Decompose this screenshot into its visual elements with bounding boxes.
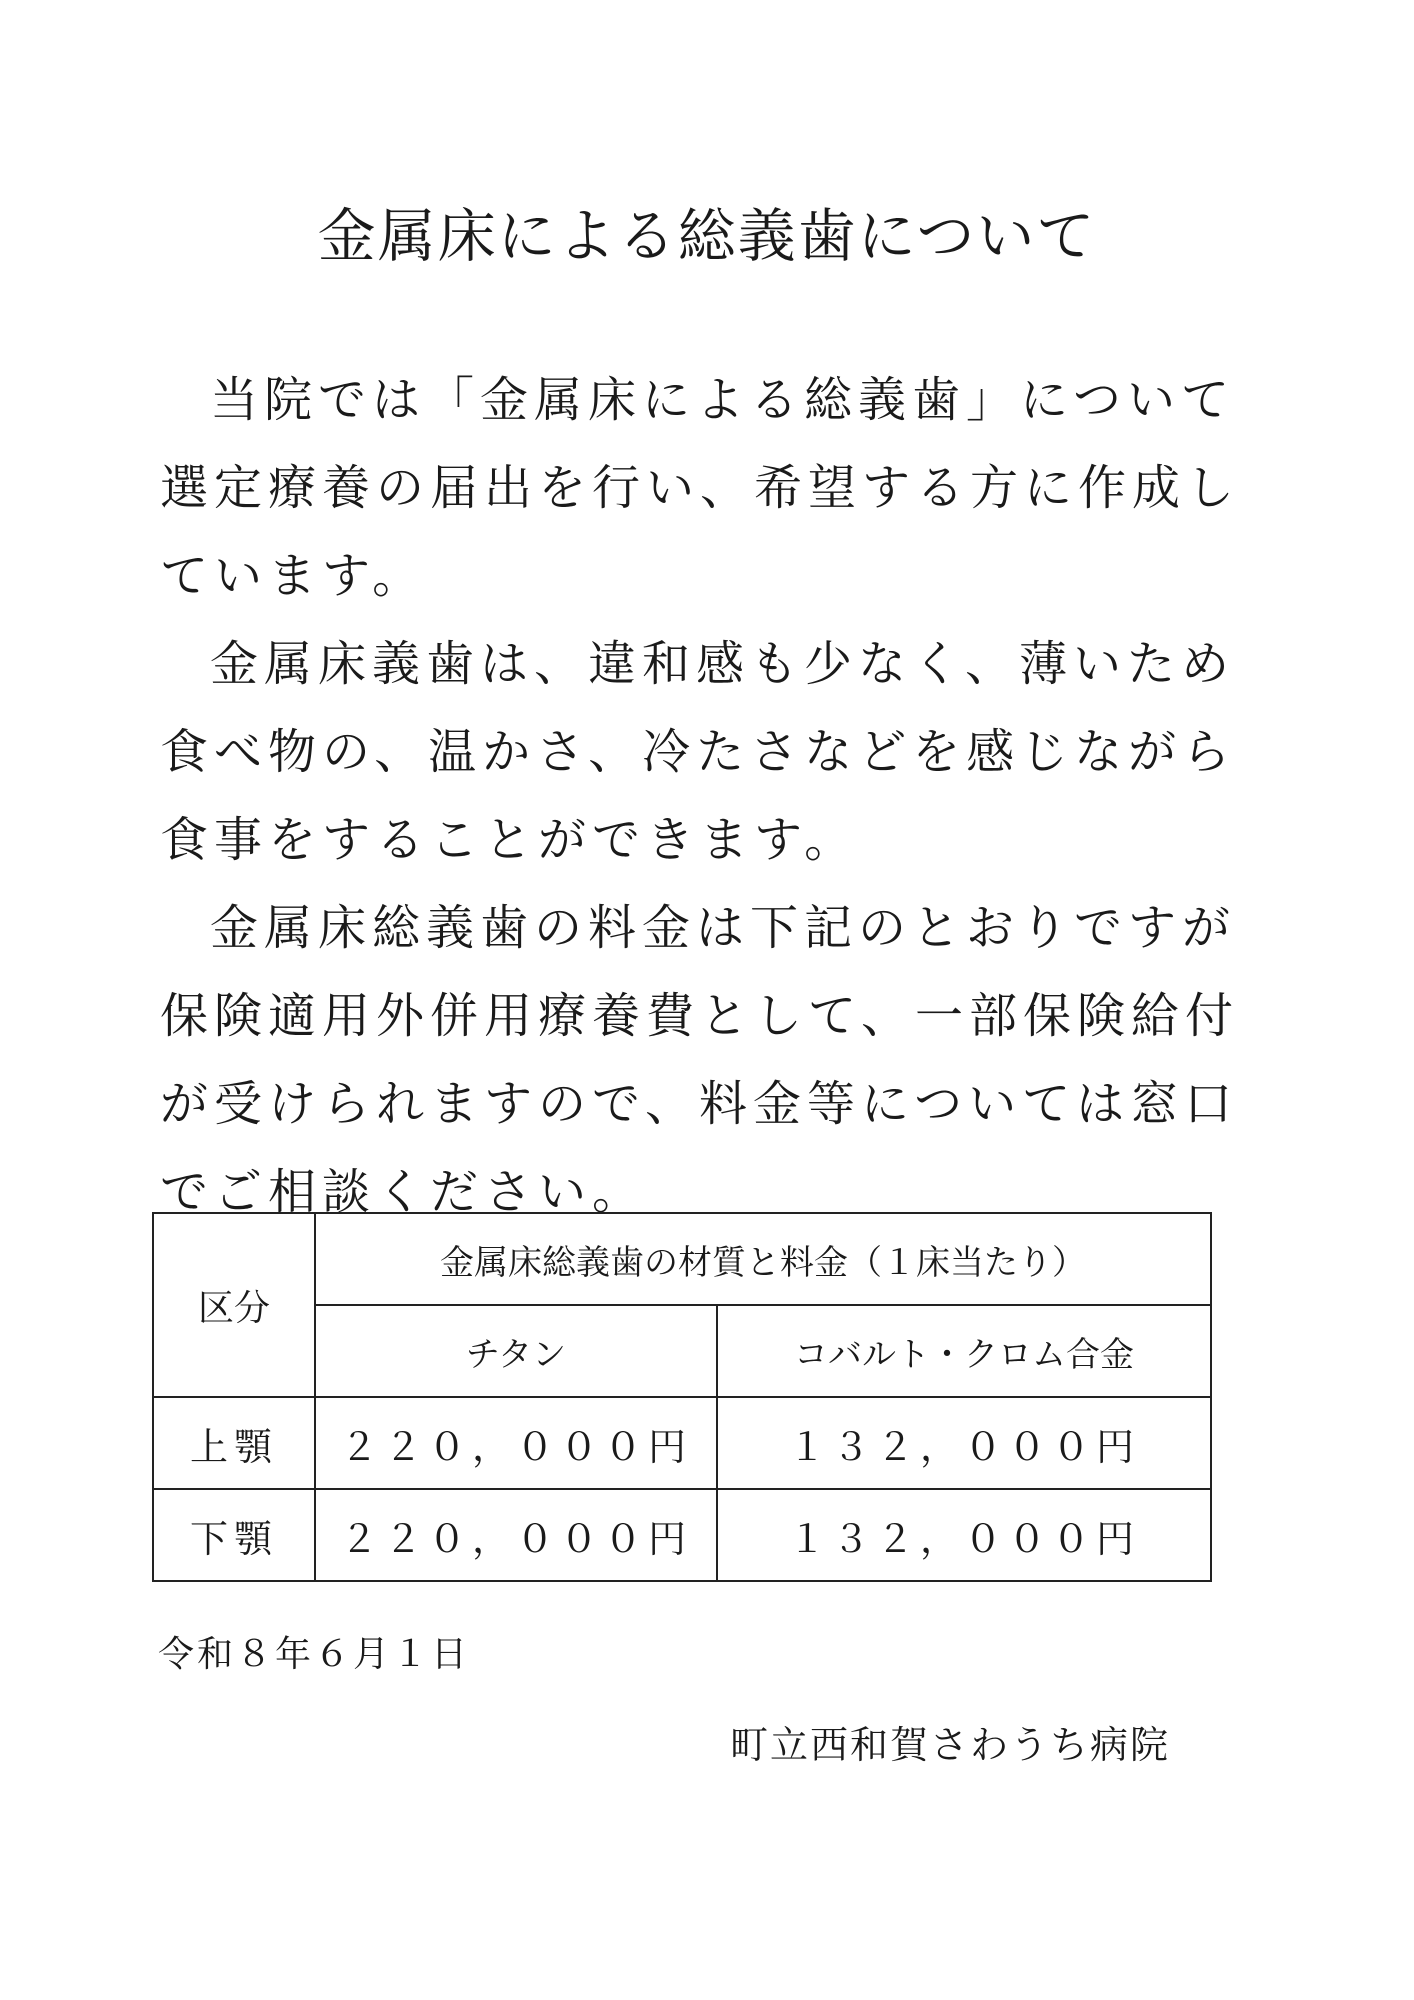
cell-titanium-price: ２２０，０００円 (315, 1489, 717, 1581)
paragraph-2 (160, 620, 1260, 884)
header-material-fee: 金属床総義歯の材質と料金（１床当たり） (315, 1213, 1211, 1305)
header-cobalt-chrome: コバルト・クロム合金 (717, 1305, 1211, 1397)
paragraph-1 (160, 356, 1260, 620)
paragraph-text: 金属床総義歯の料金は下記のとおりですが保険適用外併用療養費として、一部保険給付が受けられますので、料金等については窓口でご相談ください。 (160, 900, 1240, 1220)
issuer-name: 町立西和賀さわうち病院 (730, 1723, 1171, 1767)
cell-jaw: 上顎 (153, 1397, 315, 1489)
paragraph-text: 当院では「金属床による総義歯」について選定療養の届出を行い、希望する方に作成しています。 (160, 372, 1241, 604)
page-title: 金属床による総義歯について (317, 202, 1097, 270)
cell-cobalt-price: １３２，０００円 (717, 1489, 1211, 1581)
paragraph-text: 金属床義歯は、違和感も少なく、薄いため食べ物の、温かさ、冷たさなどを感じながら食事をすることができます。 (160, 636, 1237, 868)
table-row-lower-jaw (153, 1489, 1211, 1581)
table-header-row (153, 1213, 1211, 1305)
paragraph-3 (160, 884, 1260, 1236)
issue-date: 令和８年６月１日 (158, 1634, 471, 1675)
fee-table (152, 1212, 1212, 1582)
header-kubun: 区分 (153, 1213, 315, 1397)
cell-cobalt-price: １３２，０００円 (717, 1397, 1211, 1489)
header-titanium: チタン (315, 1305, 717, 1397)
table-row-upper-jaw (153, 1397, 1211, 1489)
cell-jaw: 下顎 (153, 1489, 315, 1581)
cell-titanium-price: ２２０，０００円 (315, 1397, 717, 1489)
